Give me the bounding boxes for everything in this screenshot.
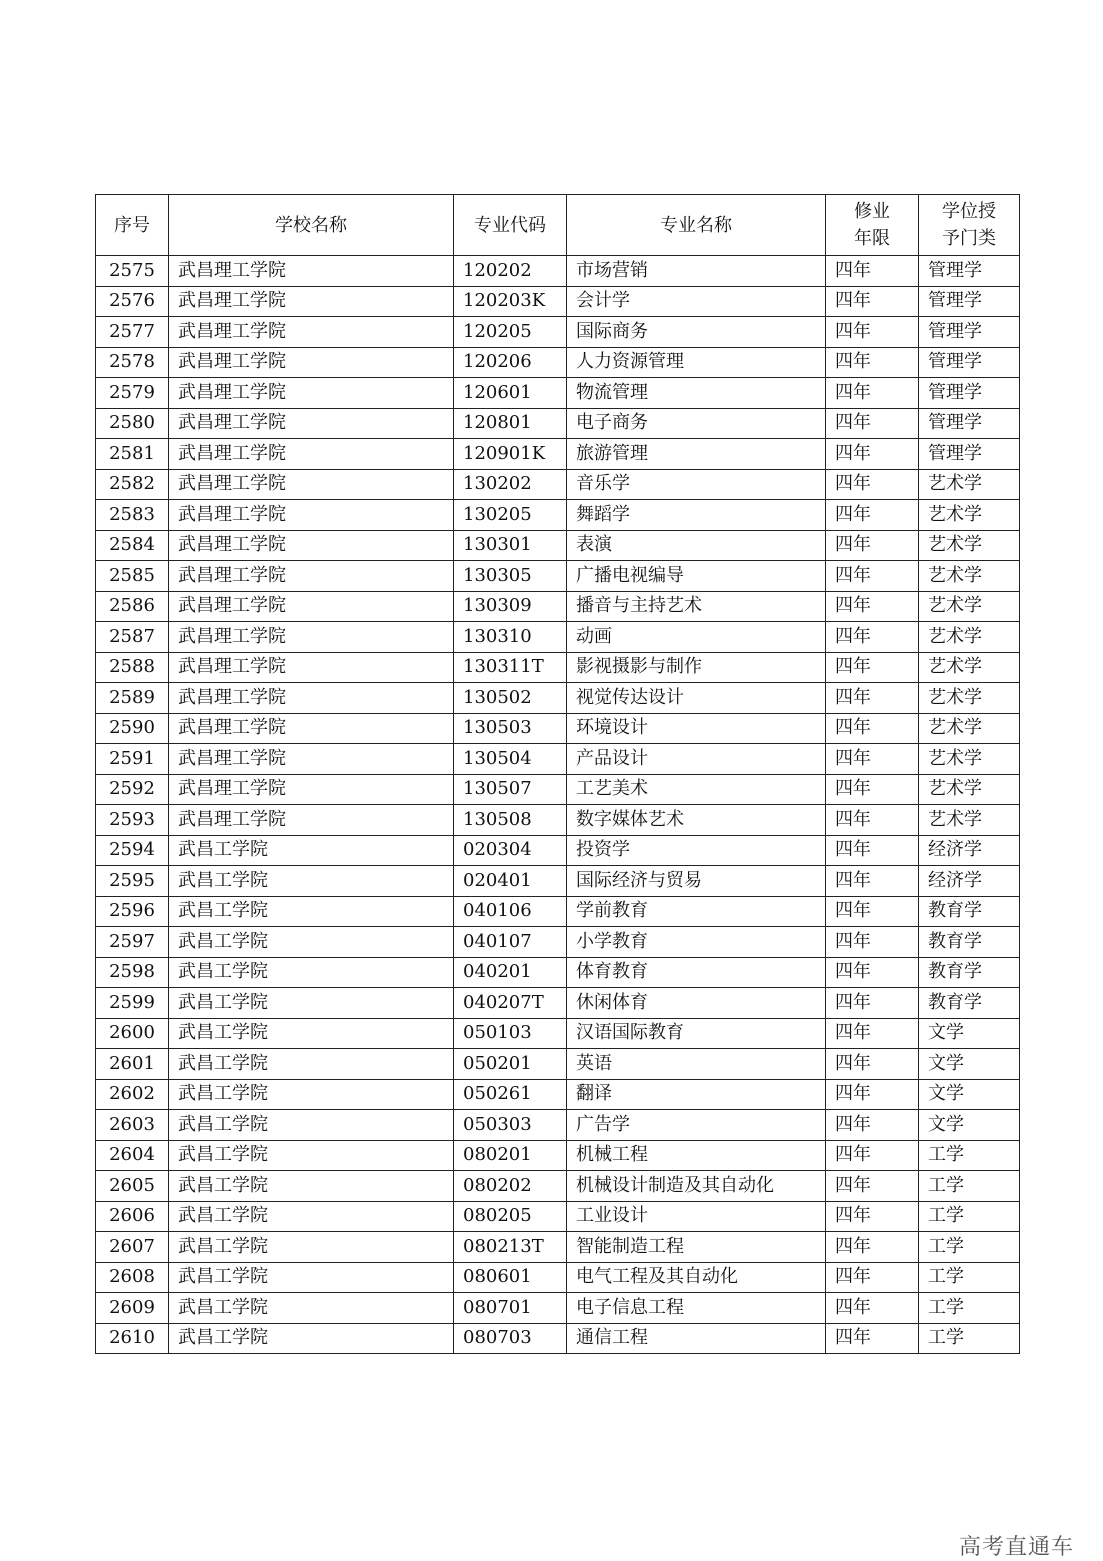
serial-number-cell: 2586 bbox=[96, 591, 169, 622]
school-name-cell: 武昌工学院 bbox=[169, 1140, 454, 1171]
school-name-cell: 武昌理工学院 bbox=[169, 561, 454, 592]
serial-number-cell: 2605 bbox=[96, 1171, 169, 1202]
study-years-cell: 四年 bbox=[826, 1079, 919, 1110]
serial-number-cell: 2600 bbox=[96, 1018, 169, 1049]
serial-number-cell: 2575 bbox=[96, 256, 169, 287]
major-name-cell: 产品设计 bbox=[567, 744, 826, 775]
serial-number-cell: 2583 bbox=[96, 500, 169, 531]
serial-number-cell: 2595 bbox=[96, 866, 169, 897]
major-code-cell: 080701 bbox=[454, 1293, 567, 1324]
study-years-cell: 四年 bbox=[826, 713, 919, 744]
degree-category-cell: 管理学 bbox=[919, 408, 1020, 439]
study-years-cell: 四年 bbox=[826, 652, 919, 683]
major-name-cell: 环境设计 bbox=[567, 713, 826, 744]
table-row bbox=[96, 622, 1020, 653]
major-name-cell: 投资学 bbox=[567, 835, 826, 866]
degree-category-cell: 经济学 bbox=[919, 835, 1020, 866]
serial-number-cell: 2580 bbox=[96, 408, 169, 439]
table-body bbox=[96, 256, 1020, 1354]
degree-category-cell: 文学 bbox=[919, 1018, 1020, 1049]
major-name-cell: 影视摄影与制作 bbox=[567, 652, 826, 683]
major-name-cell: 表演 bbox=[567, 530, 826, 561]
table-row bbox=[96, 866, 1020, 897]
header-row bbox=[96, 195, 1020, 256]
table-row bbox=[96, 683, 1020, 714]
study-years-cell: 四年 bbox=[826, 347, 919, 378]
degree-category-cell: 文学 bbox=[919, 1110, 1020, 1141]
major-name-cell: 翻译 bbox=[567, 1079, 826, 1110]
major-code-cell: 080213T bbox=[454, 1232, 567, 1263]
major-name-cell: 电子商务 bbox=[567, 408, 826, 439]
major-code-cell: 050261 bbox=[454, 1079, 567, 1110]
study-years-cell: 四年 bbox=[826, 805, 919, 836]
study-years-cell: 四年 bbox=[826, 1110, 919, 1141]
major-name-cell: 工艺美术 bbox=[567, 774, 826, 805]
school-name-cell: 武昌工学院 bbox=[169, 896, 454, 927]
school-name-cell: 武昌理工学院 bbox=[169, 713, 454, 744]
major-name-cell: 机械设计制造及其自动化 bbox=[567, 1171, 826, 1202]
school-name-cell: 武昌工学院 bbox=[169, 866, 454, 897]
major-name-cell: 学前教育 bbox=[567, 896, 826, 927]
major-code-cell: 020304 bbox=[454, 835, 567, 866]
serial-number-cell: 2584 bbox=[96, 530, 169, 561]
major-code-cell: 130202 bbox=[454, 469, 567, 500]
degree-category-cell: 管理学 bbox=[919, 317, 1020, 348]
school-name-cell: 武昌工学院 bbox=[169, 1323, 454, 1354]
school-name-cell: 武昌工学院 bbox=[169, 1079, 454, 1110]
major-code-cell: 050103 bbox=[454, 1018, 567, 1049]
table-row bbox=[96, 896, 1020, 927]
study-years-cell: 四年 bbox=[826, 1140, 919, 1171]
serial-number-cell: 2601 bbox=[96, 1049, 169, 1080]
major-name-cell: 电子信息工程 bbox=[567, 1293, 826, 1324]
major-name-cell: 动画 bbox=[567, 622, 826, 653]
header-major-code: 专业代码 bbox=[454, 195, 567, 256]
major-name-cell: 国际商务 bbox=[567, 317, 826, 348]
table-row bbox=[96, 408, 1020, 439]
table-row bbox=[96, 561, 1020, 592]
major-name-cell: 工业设计 bbox=[567, 1201, 826, 1232]
major-code-cell: 130507 bbox=[454, 774, 567, 805]
serial-number-cell: 2579 bbox=[96, 378, 169, 409]
table-row bbox=[96, 988, 1020, 1019]
degree-category-cell: 艺术学 bbox=[919, 805, 1020, 836]
major-name-cell: 音乐学 bbox=[567, 469, 826, 500]
table-row bbox=[96, 439, 1020, 470]
major-code-cell: 040207T bbox=[454, 988, 567, 1019]
degree-category-cell: 艺术学 bbox=[919, 652, 1020, 683]
study-years-cell: 四年 bbox=[826, 469, 919, 500]
degree-category-cell: 文学 bbox=[919, 1079, 1020, 1110]
major-code-cell: 130504 bbox=[454, 744, 567, 775]
study-years-cell: 四年 bbox=[826, 1262, 919, 1293]
major-code-cell: 120601 bbox=[454, 378, 567, 409]
major-name-cell: 舞蹈学 bbox=[567, 500, 826, 531]
major-code-cell: 040201 bbox=[454, 957, 567, 988]
major-name-cell: 播音与主持艺术 bbox=[567, 591, 826, 622]
serial-number-cell: 2587 bbox=[96, 622, 169, 653]
degree-category-cell: 艺术学 bbox=[919, 713, 1020, 744]
serial-number-cell: 2588 bbox=[96, 652, 169, 683]
serial-number-cell: 2581 bbox=[96, 439, 169, 470]
table-row bbox=[96, 530, 1020, 561]
school-name-cell: 武昌工学院 bbox=[169, 1262, 454, 1293]
serial-number-cell: 2608 bbox=[96, 1262, 169, 1293]
school-name-cell: 武昌理工学院 bbox=[169, 256, 454, 287]
table-row bbox=[96, 744, 1020, 775]
school-name-cell: 武昌理工学院 bbox=[169, 408, 454, 439]
header-study-years-line-1: 修业 bbox=[854, 201, 890, 222]
major-code-cell: 050303 bbox=[454, 1110, 567, 1141]
serial-number-cell: 2597 bbox=[96, 927, 169, 958]
table-row bbox=[96, 774, 1020, 805]
major-code-cell: 130305 bbox=[454, 561, 567, 592]
table-row bbox=[96, 317, 1020, 348]
school-name-cell: 武昌理工学院 bbox=[169, 378, 454, 409]
school-name-cell: 武昌理工学院 bbox=[169, 530, 454, 561]
serial-number-cell: 2585 bbox=[96, 561, 169, 592]
study-years-cell: 四年 bbox=[826, 1201, 919, 1232]
study-years-cell: 四年 bbox=[826, 683, 919, 714]
serial-number-cell: 2591 bbox=[96, 744, 169, 775]
study-years-cell: 四年 bbox=[826, 927, 919, 958]
degree-category-cell: 工学 bbox=[919, 1232, 1020, 1263]
major-code-cell: 080601 bbox=[454, 1262, 567, 1293]
major-name-cell: 英语 bbox=[567, 1049, 826, 1080]
study-years-cell: 四年 bbox=[826, 988, 919, 1019]
table-row bbox=[96, 927, 1020, 958]
major-name-cell: 广播电视编导 bbox=[567, 561, 826, 592]
major-code-cell: 050201 bbox=[454, 1049, 567, 1080]
study-years-cell: 四年 bbox=[826, 957, 919, 988]
serial-number-cell: 2589 bbox=[96, 683, 169, 714]
major-code-cell: 080703 bbox=[454, 1323, 567, 1354]
degree-category-cell: 艺术学 bbox=[919, 469, 1020, 500]
table-row bbox=[96, 1171, 1020, 1202]
school-name-cell: 武昌理工学院 bbox=[169, 591, 454, 622]
table-row bbox=[96, 1079, 1020, 1110]
majors-table bbox=[95, 194, 1020, 1354]
table-row bbox=[96, 1293, 1020, 1324]
table-row bbox=[96, 713, 1020, 744]
major-name-cell: 广告学 bbox=[567, 1110, 826, 1141]
table-row bbox=[96, 378, 1020, 409]
study-years-cell: 四年 bbox=[826, 1323, 919, 1354]
study-years-cell: 四年 bbox=[826, 256, 919, 287]
major-code-cell: 080201 bbox=[454, 1140, 567, 1171]
serial-number-cell: 2592 bbox=[96, 774, 169, 805]
study-years-cell: 四年 bbox=[826, 439, 919, 470]
major-code-cell: 080205 bbox=[454, 1201, 567, 1232]
school-name-cell: 武昌工学院 bbox=[169, 835, 454, 866]
major-name-cell: 市场营销 bbox=[567, 256, 826, 287]
serial-number-cell: 2599 bbox=[96, 988, 169, 1019]
degree-category-cell: 工学 bbox=[919, 1171, 1020, 1202]
school-name-cell: 武昌工学院 bbox=[169, 988, 454, 1019]
table-row bbox=[96, 1201, 1020, 1232]
school-name-cell: 武昌理工学院 bbox=[169, 439, 454, 470]
table-row bbox=[96, 469, 1020, 500]
study-years-cell: 四年 bbox=[826, 1049, 919, 1080]
major-name-cell: 物流管理 bbox=[567, 378, 826, 409]
table-row bbox=[96, 256, 1020, 287]
header-study-years-line-2: 年限 bbox=[854, 228, 890, 249]
school-name-cell: 武昌理工学院 bbox=[169, 652, 454, 683]
major-name-cell: 体育教育 bbox=[567, 957, 826, 988]
serial-number-cell: 2578 bbox=[96, 347, 169, 378]
school-name-cell: 武昌理工学院 bbox=[169, 286, 454, 317]
degree-category-cell: 工学 bbox=[919, 1262, 1020, 1293]
degree-category-cell: 工学 bbox=[919, 1323, 1020, 1354]
degree-category-cell: 艺术学 bbox=[919, 622, 1020, 653]
major-name-cell: 汉语国际教育 bbox=[567, 1018, 826, 1049]
major-code-cell: 130310 bbox=[454, 622, 567, 653]
major-name-cell: 休闲体育 bbox=[567, 988, 826, 1019]
serial-number-cell: 2606 bbox=[96, 1201, 169, 1232]
school-name-cell: 武昌理工学院 bbox=[169, 347, 454, 378]
degree-category-cell: 文学 bbox=[919, 1049, 1020, 1080]
major-code-cell: 130502 bbox=[454, 683, 567, 714]
major-code-cell: 120901K bbox=[454, 439, 567, 470]
table-row bbox=[96, 347, 1020, 378]
study-years-cell: 四年 bbox=[826, 1018, 919, 1049]
degree-category-cell: 管理学 bbox=[919, 439, 1020, 470]
header-study-years bbox=[826, 195, 919, 256]
degree-category-cell: 工学 bbox=[919, 1201, 1020, 1232]
header-major-name: 专业名称 bbox=[567, 195, 826, 256]
degree-category-cell: 艺术学 bbox=[919, 744, 1020, 775]
table-row bbox=[96, 1323, 1020, 1354]
school-name-cell: 武昌工学院 bbox=[169, 1171, 454, 1202]
school-name-cell: 武昌理工学院 bbox=[169, 774, 454, 805]
table-row bbox=[96, 652, 1020, 683]
major-code-cell: 080202 bbox=[454, 1171, 567, 1202]
serial-number-cell: 2607 bbox=[96, 1232, 169, 1263]
major-code-cell: 130503 bbox=[454, 713, 567, 744]
header-serial-number: 序号 bbox=[96, 195, 169, 256]
header-school-name: 学校名称 bbox=[169, 195, 454, 256]
degree-category-cell: 工学 bbox=[919, 1140, 1020, 1171]
serial-number-cell: 2577 bbox=[96, 317, 169, 348]
serial-number-cell: 2596 bbox=[96, 896, 169, 927]
degree-category-cell: 教育学 bbox=[919, 896, 1020, 927]
study-years-cell: 四年 bbox=[826, 896, 919, 927]
school-name-cell: 武昌理工学院 bbox=[169, 500, 454, 531]
school-name-cell: 武昌工学院 bbox=[169, 1293, 454, 1324]
serial-number-cell: 2610 bbox=[96, 1323, 169, 1354]
degree-category-cell: 教育学 bbox=[919, 927, 1020, 958]
study-years-cell: 四年 bbox=[826, 622, 919, 653]
serial-number-cell: 2593 bbox=[96, 805, 169, 836]
degree-category-cell: 艺术学 bbox=[919, 561, 1020, 592]
degree-category-cell: 工学 bbox=[919, 1293, 1020, 1324]
study-years-cell: 四年 bbox=[826, 286, 919, 317]
table-row bbox=[96, 1049, 1020, 1080]
study-years-cell: 四年 bbox=[826, 1171, 919, 1202]
table-row bbox=[96, 591, 1020, 622]
serial-number-cell: 2604 bbox=[96, 1140, 169, 1171]
school-name-cell: 武昌理工学院 bbox=[169, 317, 454, 348]
study-years-cell: 四年 bbox=[826, 317, 919, 348]
degree-category-cell: 艺术学 bbox=[919, 530, 1020, 561]
degree-category-cell: 经济学 bbox=[919, 866, 1020, 897]
school-name-cell: 武昌工学院 bbox=[169, 1110, 454, 1141]
watermark-text: 高考直通车 bbox=[958, 1535, 1074, 1560]
study-years-cell: 四年 bbox=[826, 530, 919, 561]
table-row bbox=[96, 1018, 1020, 1049]
degree-category-cell: 艺术学 bbox=[919, 500, 1020, 531]
major-code-cell: 130508 bbox=[454, 805, 567, 836]
major-name-cell: 人力资源管理 bbox=[567, 347, 826, 378]
degree-category-cell: 艺术学 bbox=[919, 683, 1020, 714]
major-name-cell: 电气工程及其自动化 bbox=[567, 1262, 826, 1293]
serial-number-cell: 2582 bbox=[96, 469, 169, 500]
serial-number-cell: 2594 bbox=[96, 835, 169, 866]
major-code-cell: 120801 bbox=[454, 408, 567, 439]
major-code-cell: 130205 bbox=[454, 500, 567, 531]
header-degree-category-line-2: 予门类 bbox=[942, 228, 996, 249]
degree-category-cell: 教育学 bbox=[919, 957, 1020, 988]
study-years-cell: 四年 bbox=[826, 561, 919, 592]
major-name-cell: 国际经济与贸易 bbox=[567, 866, 826, 897]
school-name-cell: 武昌理工学院 bbox=[169, 805, 454, 836]
table-row bbox=[96, 286, 1020, 317]
major-name-cell: 小学教育 bbox=[567, 927, 826, 958]
major-name-cell: 通信工程 bbox=[567, 1323, 826, 1354]
study-years-cell: 四年 bbox=[826, 591, 919, 622]
study-years-cell: 四年 bbox=[826, 408, 919, 439]
major-code-cell: 130309 bbox=[454, 591, 567, 622]
study-years-cell: 四年 bbox=[826, 835, 919, 866]
school-name-cell: 武昌理工学院 bbox=[169, 622, 454, 653]
table-row bbox=[96, 1140, 1020, 1171]
study-years-cell: 四年 bbox=[826, 378, 919, 409]
degree-category-cell: 管理学 bbox=[919, 378, 1020, 409]
major-code-cell: 020401 bbox=[454, 866, 567, 897]
serial-number-cell: 2590 bbox=[96, 713, 169, 744]
table-row bbox=[96, 835, 1020, 866]
major-name-cell: 会计学 bbox=[567, 286, 826, 317]
major-code-cell: 120205 bbox=[454, 317, 567, 348]
degree-category-cell: 艺术学 bbox=[919, 774, 1020, 805]
serial-number-cell: 2602 bbox=[96, 1079, 169, 1110]
major-name-cell: 旅游管理 bbox=[567, 439, 826, 470]
school-name-cell: 武昌工学院 bbox=[169, 1201, 454, 1232]
degree-category-cell: 管理学 bbox=[919, 286, 1020, 317]
table-row bbox=[96, 500, 1020, 531]
school-name-cell: 武昌工学院 bbox=[169, 957, 454, 988]
school-name-cell: 武昌工学院 bbox=[169, 927, 454, 958]
study-years-cell: 四年 bbox=[826, 1232, 919, 1263]
major-name-cell: 智能制造工程 bbox=[567, 1232, 826, 1263]
table-row bbox=[96, 1232, 1020, 1263]
header-degree-category bbox=[919, 195, 1020, 256]
degree-category-cell: 管理学 bbox=[919, 347, 1020, 378]
major-code-cell: 120202 bbox=[454, 256, 567, 287]
major-name-cell: 数字媒体艺术 bbox=[567, 805, 826, 836]
major-code-cell: 120203K bbox=[454, 286, 567, 317]
table-row bbox=[96, 957, 1020, 988]
school-name-cell: 武昌工学院 bbox=[169, 1232, 454, 1263]
school-name-cell: 武昌工学院 bbox=[169, 1049, 454, 1080]
table-row bbox=[96, 1262, 1020, 1293]
table-row bbox=[96, 1110, 1020, 1141]
school-name-cell: 武昌理工学院 bbox=[169, 744, 454, 775]
major-code-cell: 130301 bbox=[454, 530, 567, 561]
school-name-cell: 武昌工学院 bbox=[169, 1018, 454, 1049]
major-name-cell: 机械工程 bbox=[567, 1140, 826, 1171]
study-years-cell: 四年 bbox=[826, 500, 919, 531]
study-years-cell: 四年 bbox=[826, 774, 919, 805]
major-code-cell: 040106 bbox=[454, 896, 567, 927]
major-code-cell: 130311T bbox=[454, 652, 567, 683]
study-years-cell: 四年 bbox=[826, 866, 919, 897]
degree-category-cell: 教育学 bbox=[919, 988, 1020, 1019]
serial-number-cell: 2603 bbox=[96, 1110, 169, 1141]
serial-number-cell: 2609 bbox=[96, 1293, 169, 1324]
serial-number-cell: 2576 bbox=[96, 286, 169, 317]
school-name-cell: 武昌理工学院 bbox=[169, 469, 454, 500]
header-degree-category-line-1: 学位授 bbox=[942, 201, 996, 222]
serial-number-cell: 2598 bbox=[96, 957, 169, 988]
major-code-cell: 040107 bbox=[454, 927, 567, 958]
study-years-cell: 四年 bbox=[826, 1293, 919, 1324]
degree-category-cell: 艺术学 bbox=[919, 591, 1020, 622]
major-name-cell: 视觉传达设计 bbox=[567, 683, 826, 714]
table-row bbox=[96, 805, 1020, 836]
school-name-cell: 武昌理工学院 bbox=[169, 683, 454, 714]
major-code-cell: 120206 bbox=[454, 347, 567, 378]
degree-category-cell: 管理学 bbox=[919, 256, 1020, 287]
study-years-cell: 四年 bbox=[826, 744, 919, 775]
